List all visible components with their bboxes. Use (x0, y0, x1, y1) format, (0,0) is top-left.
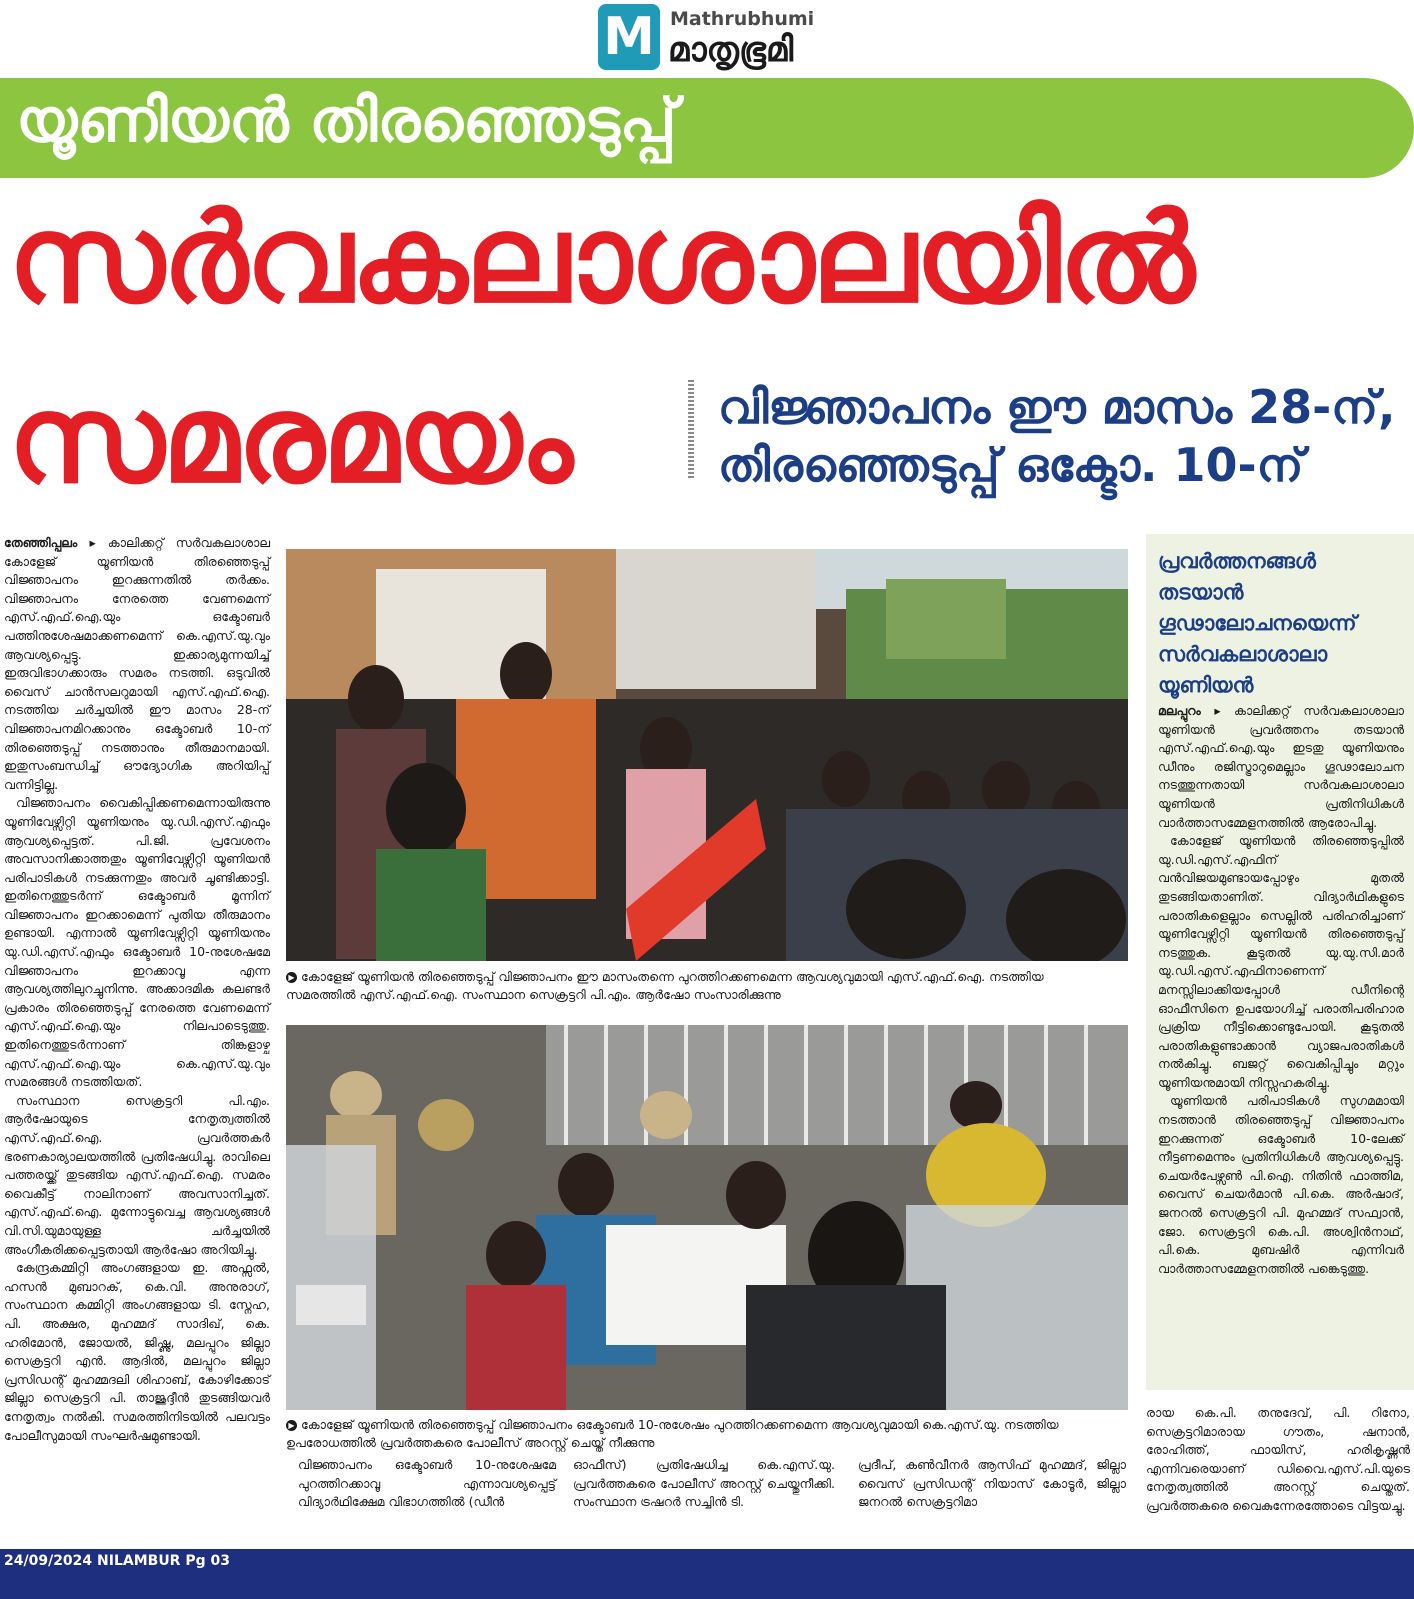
story-bottom-col-3: പ്രദീപ്, കൺവീനർ ആസിഫ് മുഹമ്മദ്, ജില്ലാ വൈസ് പ്രസിഡന്റ് നിയാസ് കോടൂർ, ജില്ലാ ജനറൽ സെക്രട്ടറിമാ (858, 1457, 1126, 1510)
photo-sfi-protest (286, 549, 1128, 961)
mathrubhumi-logo-icon: M (598, 4, 660, 70)
story-paragraph-4: കേന്ദ്രകമ്മിറ്റി അംഗങ്ങളായ ഇ. അഫ്സൽ, ഹസൻ മുബാറക്, കെ.വി. അനുരാഗ്, സംസ്ഥാന കമ്മിറ്റി അംഗങ്ങളായ ടി. സ്നേഹ, പി. അക്ഷര, മുഹമ്മദ് സാദിഖ്, കെ. ഹരിമോൻ, ജോയൽ, ജിഷ്ണു, മലപ്പുറം ജില്ലാ സെക്രട്ടറി എൻ. ആദിൽ, മലപ്പുറം ജില്ലാ പ്രസിഡന്റ് മുഹമ്മദലി ശിഹാബ്, കോഴിക്കോട് ജില്ലാ സെക്രട്ടറി പി. താജുദ്ദീൻ തുടങ്ങിയവർ നേതൃത്വം നൽകി. സമരത്തിനിടയിൽ പലവട്ടം പോലീസുമായി സംഘർഷമുണ്ടായി. (4, 1260, 270, 1443)
caption-arrow-icon: ▶ (286, 1420, 297, 1431)
story-bottom-col-1: വിജ്ഞാപനം ഒക്ടോബർ 10-നുശേഷമേ പുറത്തിറക്കാവൂ എന്നാവശ്യപ്പെട്ട് വിദ്യാർഥിക്ഷേമ വിഭാഗത്തിൽ (ഡീൻ (298, 1457, 556, 1510)
story-paragraph-3: സംസ്ഥാന സെക്രട്ടറി പി.എം. ആർഷോയുടെ നേതൃത്വത്തിൽ എസ്.എഫ്.ഐ. പ്രവർത്തകർ ഭരണകാര്യാലയത്തിൽ പ്രതിഷേധിച്ചു. രാവിലെ പത്തരയ്ക്ക് തുടങ്ങിയ എസ്.എഫ്.ഐ. സമരം വൈകീട്ട് നാലിനാണ് അവസാനിച്ചത്. എസ്.എഫ്.ഐ. മുന്നോട്ടുവെച്ച ആവശ്യങ്ങൾ വി.സി.യുമായുള്ള ചർച്ചയിൽ അംഗീകരിക്കപ്പെട്ടതായി ആർഷോ അറിയിച്ചു. (4, 1092, 270, 1257)
caption-arrow-icon: ▶ (286, 972, 297, 983)
sidebar-paragraph (1158, 702, 1404, 832)
photo-2-caption (286, 1416, 1116, 1452)
photo-2-caption-text: കോളേജ് യൂണിയൻ തിരഞ്ഞെടുപ്പ് വിജ്ഞാപനം ഒക്ടോബർ 10-നുശേഷം പുറത്തിറക്കണമെന്ന ആവശ്യവുമായി കെ.എസ്.യു. നടത്തിയ ഉപരോധത്തിൽ പ്രവർത്തകരെ പോലീസ് അറസ്റ്റ് ചെയ്ത് നീക്കുന്നു (286, 1417, 1059, 1450)
kicker-text: യൂണിയൻ തിരഞ്ഞെടുപ്പ് (16, 86, 677, 156)
photo-1-caption-text: കോളേജ് യൂണിയൻ തിരഞ്ഞെടുപ്പ് വിജ്ഞാപനം ഈ മാസംതന്നെ പുറത്തിറക്കണമെന്ന ആവശ്യവുമായി എസ്.എഫ്.ഐ. നടത്തിയ സമരത്തിൽ എസ്.എഫ്.ഐ. സംസ്ഥാന സെക്രട്ടറി പി.എം. ആർഷോ സംസാരിക്കുന്നു (286, 969, 1044, 1002)
deck-line-2: തിരഞ്ഞെടുപ്പ് ഒക്ടോ. 10-ന് (718, 438, 1304, 492)
kicker-banner (0, 78, 1414, 178)
deck-divider (688, 380, 694, 480)
masthead-name-en: Mathrubhumi (670, 8, 815, 30)
headline-line-1: സർവകലാശാലയിൽ (8, 188, 1193, 330)
sidebar-paragraph-2: കോളേജ് യൂണിയൻ തിരഞ്ഞെടുപ്പിൽ യു.ഡി.എസ്.എഫിന് വൻവിജയമുണ്ടായപ്പോഴും മുതൽ തുടങ്ങിയതാണിത്. വിദ്യാർഥികളുടെ പരാതികളെല്ലാം സെല്ലിൽ പരിഹരിച്ചാണ് യൂണിവേഴ്സിറ്റി യൂണിയൻ തിരഞ്ഞെടുപ്പ് നടത്തുക. കൂടുതൽ യു.യു.സി.മാർ യു.ഡി.എസ്.എഫിനാണെന്ന് മനസ്സിലാക്കിയപ്പോൾ ഡീനിന്റെ ഓഫീസിനെ ഉപയോഗിച്ച് പരാതിപരിഹാര പ്രക്രിയ നീട്ടിക്കൊണ്ടുപോയി. കൂടുതൽ പരാതികളുണ്ടാക്കാൻ വ്യാജപരാതികൾ നൽകിച്ചു. ബജറ്റ് വൈകിപ്പിച്ചും മറ്റും യൂണിയനുമായി നിസ്സഹകരിച്ചു. (1158, 833, 1404, 1090)
sidebar-story (1146, 534, 1414, 1390)
deck (718, 378, 1396, 494)
sidebar-paragraph-3: യൂണിയൻ പരിപാടികൾ സുഗമമായി നടത്താൻ തിരഞ്ഞെടുപ്പ് വിജ്ഞാപനം ഇറക്കുന്നത് ഒക്ടോബർ 10-ലേക്ക് നീട്ടണമെന്നും പ്രതിനിധികൾ ആവശ്യപ്പെട്ടു. ചെയർപേഴ്സൺ പി.ഐ. നിതിൻ ഫാത്തിമ, വൈസ് ചെയർമാൻ പി.കെ. അർഷാദ്, ജനറൽ സെക്രട്ടറി പി. മുഹമ്മദ് സഫ്വാൻ, ജോ. സെക്രട്ടറി കെ.പി. അശ്വിൻനാഥ്, പി.കെ. മുബഷിർ എന്നിവർ വാർത്താസമ്മേളനത്തിൽ പങ്കെടുത്തു. (1158, 1093, 1404, 1276)
page-footer (0, 1549, 1414, 1599)
headline-line-2: സമരമയം (8, 368, 571, 510)
story-dateline: തേഞ്ഞിപ്പലം ▸ (4, 535, 96, 550)
photo-ksu-arrest (286, 1025, 1128, 1410)
sidebar-paragraph-1: കാലിക്കറ്റ് സർവകലാശാലാ യൂണിയൻ പ്രവർത്തനം തടയാൻ എസ്.എഫ്.ഐ.യും ഇടതു യൂണിയനും ഡീനും രജിസ്ട്രാറുമെല്ലാം ഗൂഢാലോചന നടത്തുന്നതായി സർവകലാശാലാ യൂണിയൻ പ്രതിനിധികൾ വാർത്താസമ്മേളനത്തിൽ ആരോപിച്ചു. (1158, 703, 1404, 830)
sidebar-title: പ്രവർത്തനങ്ങൾ തടയാൻ ഗൂഢാലോചനയെന്ന് സർവകലാശാലാ യൂണിയൻ (1158, 549, 1357, 697)
photo-1-caption (286, 968, 1116, 1004)
story-paragraph-2: വിജ്ഞാപനം വൈകിപ്പിക്കണമെന്നായിരുന്നു യൂണിവേഴ്സിറ്റി യൂണിയനും യു.ഡി.എസ്.എഫും ആവശ്യപ്പെട്ടത്. പി.ജി. പ്രവേശനം അവസാനിക്കാത്തതും യൂണിവേഴ്സിറ്റി യൂണിയൻ പരിപാടികൾ നടക്കുന്നതും അവർ ചൂണ്ടിക്കാട്ടി. ഇതിനെത്തുടർന്ന് ഒക്ടോബർ മൂന്നിന് വിജ്ഞാപനം ഇറക്കാമെന്ന് പുതിയ തീരുമാനം ഉണ്ടായി. എന്നാൽ യൂണിവേഴ്സിറ്റി യൂണിയനും യു.ഡി.എസ്.എഫും ഒക്ടോബർ 10-നുശേഷമേ വിജ്ഞാപനം ഇറക്കാവൂ എന്ന ആവശ്യത്തിലുറച്ചുനിന്നു. അക്കാദമിക കലണ്ടർ പ്രകാരം തിരഞ്ഞെടുപ്പ് നേരത്തെ വേണമെന്ന് എസ്.എഫ്.ഐ.യും നിലപാടെടുത്തു. ഇതിനെത്തുടർന്നാണ് തിങ്കളാഴ്ച എസ്.എഫ്.ഐ.യും കെ.എസ്.യു.വും സമരങ്ങൾ നടത്തിയത്. (4, 795, 270, 1090)
story-paragraph-1: കാലിക്കറ്റ് സർവകലാശാല കോളേജ് യൂണിയൻ തിരഞ്ഞെടുപ്പ് വിജ്ഞാപനം ഇറക്കുന്നതിൽ തർക്കം. വിജ്ഞാപനം നേരത്തെ വേണമെന്ന് എസ്.എഫ്.ഐ.യും ഒക്ടോബർ പത്തിനുശേഷമാക്കണമെന്ന് കെ.എസ്.യു.വും ആവശ്യപ്പെട്ടു. ഇക്കാര്യമുന്നയിച്ച് ഇരുവിഭാഗക്കാരും സമരം നടത്തി. ഒടുവിൽ വൈസ് ചാൻസലറുമായി എസ്.എഫ്.ഐ. നടത്തിയ ചർച്ചയിൽ ഈ മാസം 28-ന് വിജ്ഞാപനമിറക്കാനും ഒക്ടോബർ 10-ന് തിരഞ്ഞെടുപ്പ് നടത്താനും തീരുമാനമായി. ഇതുസംബന്ധിച്ച് ഔദ്യോഗിക അറിയിപ്പ് വന്നിട്ടില്ല. (4, 535, 271, 792)
sidebar-body (1158, 702, 1404, 1278)
edition-line: 24/09/2024 NILAMBUR Pg 03 (4, 1553, 230, 1569)
story-bottom-col-4: രായ കെ.പി. തനുദേവ്, പി. റിനോ, സെക്രട്ടറിമാരായ ഗൗതം, ഷനാൻ, രോഹിത്ത്, ഫായിസ്, ഹരികൃഷ്ണൻ എന്നിവരെയാണ് ഡിവൈ.എസ്.പി.യുടെ നേതൃത്വത്തിൽ അറസ്റ്റ് ചെയ്തത്. പ്രവർത്തകരെ വൈകുന്നേരത്തോടെ വിട്ടയച്ചു. (1146, 1405, 1410, 1513)
deck-line-1: വിജ്ഞാപനം ഈ മാസം 28-ന്, (718, 380, 1396, 434)
masthead-name-ml: മാതൃഭൂമി (668, 30, 794, 70)
masthead (598, 4, 878, 74)
story-column-left (4, 534, 270, 1445)
sidebar-dateline: മലപ്പുറം ▸ (1158, 703, 1221, 718)
story-bottom-col-2: ഓഫീസ്) പ്രതിഷേധിച്ച കെ.എസ്.യു. പ്രവർത്തകരെ പോലീസ് അറസ്റ്റ് ചെയ്തുനീക്കി. സംസ്ഥാന ട്രഷറർ സച്ചിൻ ടി. (573, 1457, 835, 1510)
story-paragraph (4, 534, 270, 794)
